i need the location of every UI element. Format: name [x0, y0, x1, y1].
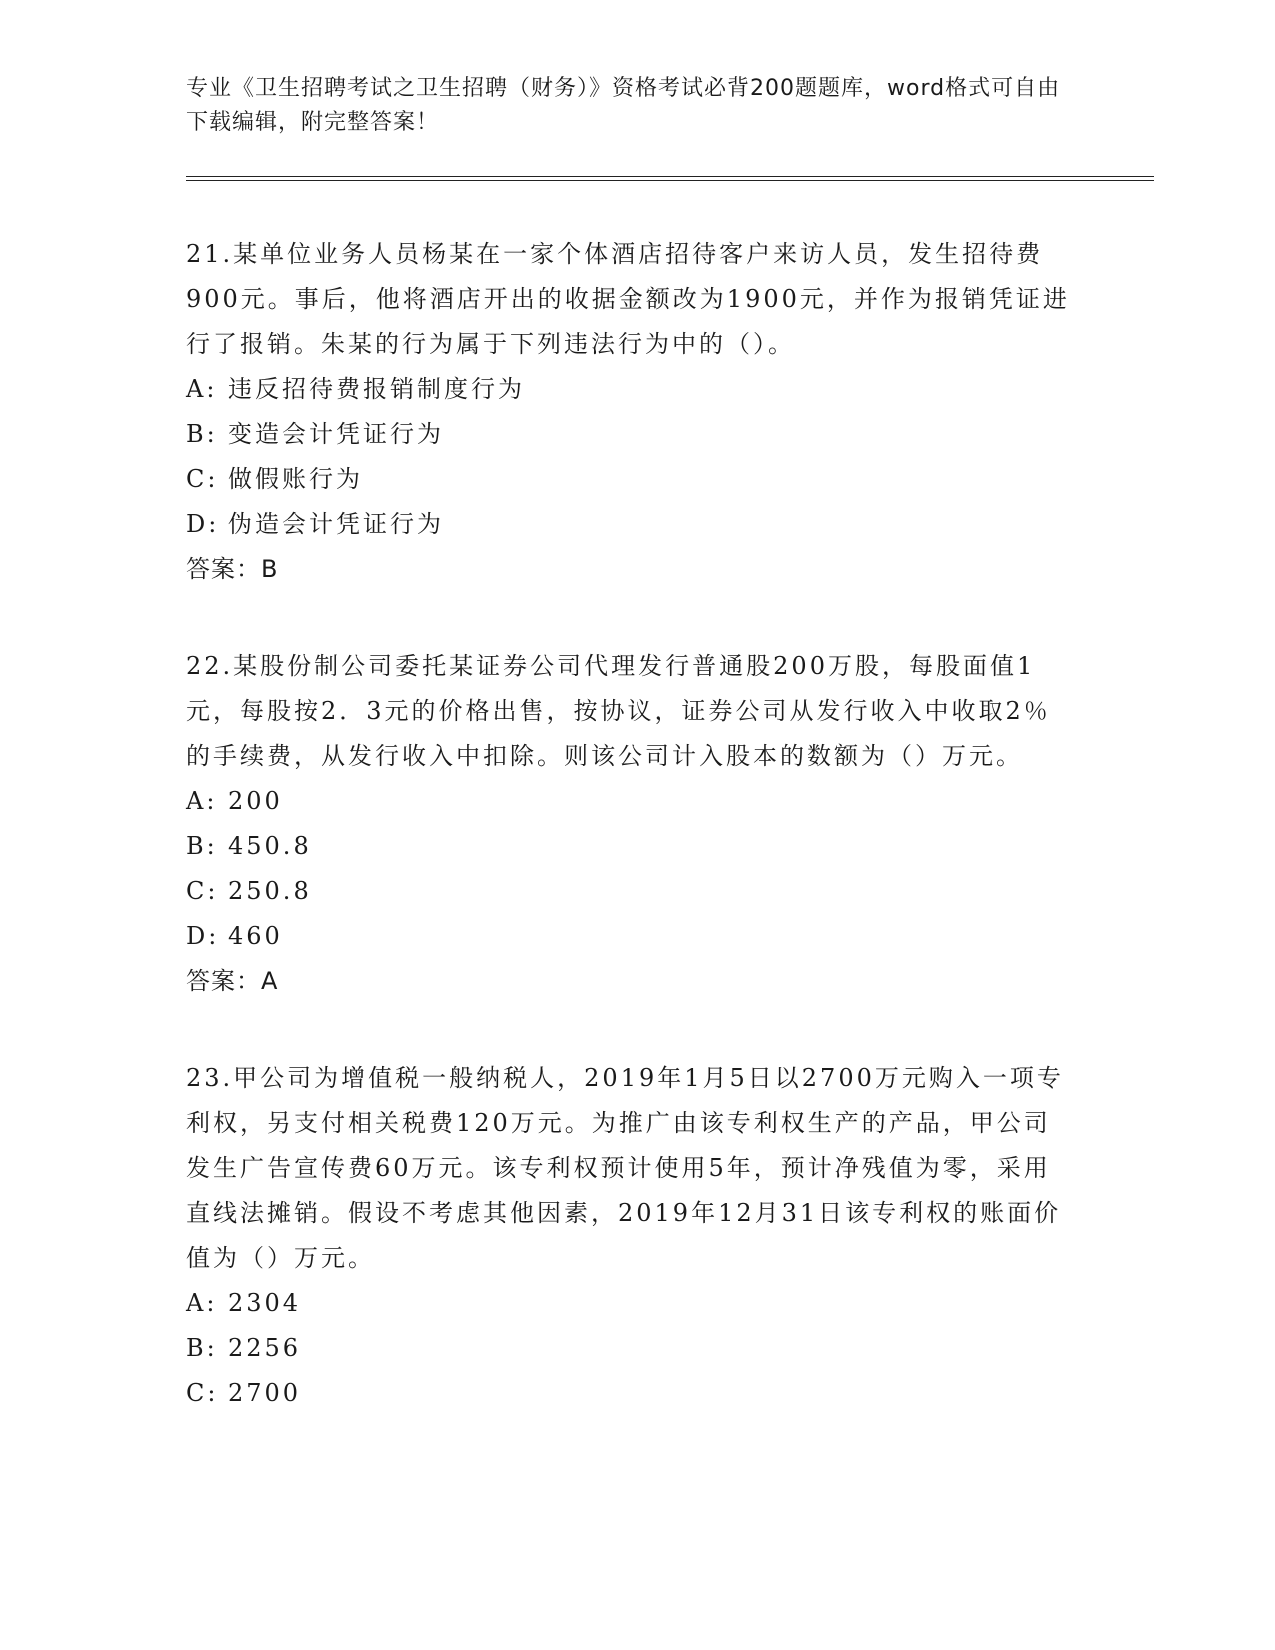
option-letter: D: — [186, 922, 220, 950]
option-b — [186, 412, 1076, 457]
option-c — [186, 869, 1076, 914]
option-letter: A: — [186, 1289, 218, 1317]
option-a — [186, 367, 1076, 412]
option-text: 违反招待费报销制度行为 — [228, 375, 525, 403]
option-d — [186, 502, 1076, 547]
option-letter: C: — [186, 465, 219, 493]
option-c — [186, 457, 1076, 502]
option-letter: D: — [186, 510, 220, 538]
option-a — [186, 1281, 1076, 1326]
question-stem: 23.甲公司为增值税一般纳税人，2019年1月5日以2700万元购入一项专利权，另支付相关税费120万元。为推广由该专利权生产的产品，甲公司发生广告宣传费60万元。该专利权预计使用5年，预计净残值为零，采用直线法摊销。假设不考虑其他因素，2019年12月31日该专利权的账面价值为（）万元。 — [186, 1064, 1064, 1272]
option-a — [186, 779, 1076, 824]
option-c — [186, 1371, 1076, 1416]
answer-line: 答案：B — [186, 555, 279, 583]
option-text: 450.8 — [228, 832, 312, 860]
option-text: 2700 — [228, 1379, 302, 1407]
option-letter: C: — [186, 877, 219, 905]
option-d — [186, 914, 1076, 959]
option-text: 250.8 — [228, 877, 312, 905]
option-letter: C: — [186, 1379, 219, 1407]
option-b — [186, 824, 1076, 869]
header-divider — [186, 176, 1154, 181]
option-text: 2256 — [228, 1334, 302, 1362]
page-header: 专业《卫生招聘考试之卫生招聘（财务）》资格考试必背200题题库，word格式可自由下载编辑，附完整答案！ — [186, 76, 1061, 135]
option-text: 变造会计凭证行为 — [228, 420, 444, 448]
question-23 — [186, 1056, 1076, 1416]
option-letter: A: — [186, 375, 218, 403]
option-text: 2304 — [228, 1289, 302, 1317]
question-22 — [186, 644, 1076, 1004]
option-letter: B: — [186, 420, 218, 448]
question-stem: 22.某股份制公司委托某证券公司代理发行普通股200万股，每股面值1元，每股按2．3元的价格出售，按协议，证券公司从发行收入中收取2％的手续费，从发行收入中扣除。则该公司计入股本的数额为（）万元。 — [186, 652, 1051, 770]
option-text: 伪造会计凭证行为 — [228, 510, 444, 538]
question-21 — [186, 232, 1076, 592]
question-stem: 21.某单位业务人员杨某在一家个体酒店招待客户来访人员，发生招待费900元。事后，他将酒店开出的收据金额改为1900元，并作为报销凭证进行了报销。朱某的行为属于下列违法行为中的（）。 — [186, 240, 1070, 358]
option-letter: B: — [186, 832, 218, 860]
question-list — [186, 232, 1076, 1468]
option-text: 做假账行为 — [228, 465, 363, 493]
option-letter: A: — [186, 787, 218, 815]
answer-line: 答案：A — [186, 967, 279, 995]
option-letter: B: — [186, 1334, 218, 1362]
option-text: 200 — [228, 787, 283, 815]
option-text: 460 — [228, 922, 283, 950]
option-b — [186, 1326, 1076, 1371]
